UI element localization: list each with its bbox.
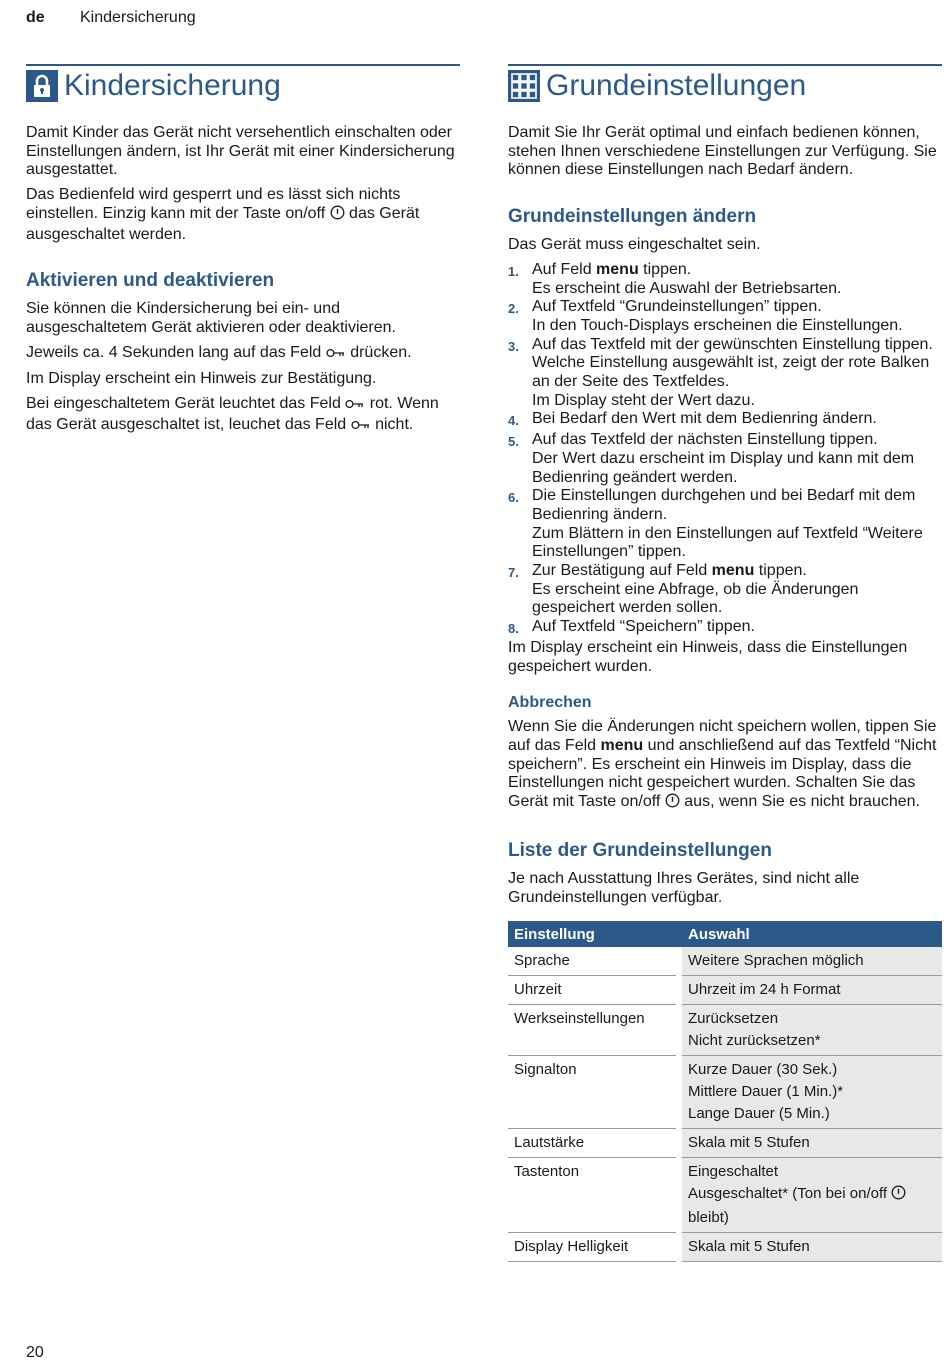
settings-table (508, 921, 942, 1262)
section-title: Grundeinstellungen (546, 69, 807, 102)
key-icon (351, 418, 371, 437)
change-settings-heading: Grundeinstellungen ändern (508, 206, 757, 228)
power-icon (330, 205, 345, 226)
option-value: Skala mit 5 Stufen (688, 1134, 810, 1152)
step-result: Zum Blättern in den Einstellungen auf Textfeld “Weitere Einstellungen” tippen. (532, 524, 923, 561)
setting-name: Sprache (508, 947, 679, 976)
table-row (508, 1129, 942, 1158)
page-title: Kindersicherung (64, 69, 281, 102)
option-value: Kurze Dauer (30 Sek.) (688, 1061, 838, 1079)
step-number: 3. (508, 338, 519, 354)
indicator-text-b: rot. Wenn das Gerät ausgeschaltet ist, leuchet das Feld (26, 395, 439, 433)
column-header-einstellung: Einstellung (508, 921, 679, 947)
table-header-row (508, 921, 942, 947)
cancel-text-c: aus, wenn Sie es nicht brauchen. (684, 793, 920, 811)
menu-keyword: menu (600, 736, 644, 754)
step-text: Auf das Textfeld mit der gewünschten Einstellung tippen. (532, 335, 933, 353)
table-row (508, 1005, 942, 1056)
list-item (508, 431, 942, 487)
hold-instruction-tail: drücken. (350, 343, 412, 361)
step-text: Auf Textfeld “Speichern” tippen. (532, 618, 755, 636)
grundeinstellungen-heading (508, 64, 942, 104)
step-result: Es erscheint die Auswahl der Betriebsarten. (532, 279, 842, 297)
step-number: 6. (508, 490, 519, 506)
option-value: Skala mit 5 Stufen (688, 1238, 810, 1256)
intro-paragraph-2 (26, 186, 460, 244)
setting-name: Tastenton (508, 1158, 679, 1233)
indicator-paragraph (26, 395, 460, 436)
precondition: Das Gerät muss eingeschaltet sein. (508, 236, 761, 254)
option-text: Ausgeschaltet* (Ton bei on/off (688, 1185, 888, 1203)
setting-name: Signalton (508, 1056, 679, 1129)
key-icon (345, 397, 365, 416)
activation-paragraph: Sie können die Kindersicherung bei ein- und ausgeschaltetem Gerät aktivieren oder deaktivieren. (26, 300, 396, 336)
step-text: tippen. (758, 562, 807, 580)
table-row (508, 947, 942, 976)
step-result: Es erscheint eine Abfrage, ob die Änderungen gespeichert werden sollen. (532, 580, 859, 617)
cancel-text-a: Wenn Sie die Änderungen nicht speichern wollen, tippen Sie auf das Feld (508, 718, 937, 754)
step-text: Auf das Textfeld der nächsten Einstellung tippen. (532, 431, 878, 449)
setting-name: Display Helligkeit (508, 1233, 679, 1262)
step-number: 5. (508, 434, 519, 450)
step-text: Zur Bestätigung auf Feld (532, 562, 708, 580)
option-value: Lange Dauer (5 Min.) (688, 1105, 830, 1123)
right-column (508, 64, 942, 1262)
grid-icon (508, 70, 540, 102)
intro-paragraph-2-tail: das Gerät ausgeschaltet werden. (26, 204, 420, 243)
key-icon (326, 346, 346, 365)
setting-options (679, 1233, 942, 1262)
indicator-text-a: Bei eingeschaltetem Gerät leuchtet das Feld (26, 395, 341, 413)
step-result: In den Touch-Displays erscheinen die Einstellungen. (532, 316, 903, 334)
setting-options (679, 1005, 942, 1056)
list-item (508, 618, 942, 639)
step-number: 1. (508, 263, 519, 279)
save-confirmation: Im Display erscheint ein Hinweis, dass die Einstellungen gespeichert wurden. (508, 638, 908, 675)
header-section-title: Kindersicherung (80, 9, 196, 26)
step-result: Der Wert dazu erscheint im Display und kann mit dem Bedienring geändert werden. (532, 449, 915, 486)
setting-options (679, 1158, 942, 1233)
setting-name: Lautstärke (508, 1129, 679, 1158)
step-text: Bei Bedarf den Wert mit dem Bedienring ändern. (532, 410, 877, 428)
option-value (688, 1183, 936, 1229)
step-number: 4. (508, 413, 519, 429)
setting-options (679, 1129, 942, 1158)
option-value: Zurücksetzen (688, 1010, 779, 1028)
table-row (508, 1056, 942, 1129)
cancel-paragraph (508, 718, 942, 814)
intro-paragraph-2-text: Das Bedienfeld wird gesperrt und es lässt sich nichts einstellen. Einzig kann mit der Taste on/off (26, 186, 401, 222)
list-item (508, 298, 942, 335)
option-value: Uhrzeit im 24 h Format (688, 981, 841, 999)
column-header-auswahl: Auswahl (679, 921, 942, 947)
step-text: tippen. (643, 260, 692, 278)
settings-list-heading: Liste der Grundeinstellungen (508, 839, 772, 861)
header-language: de (26, 9, 45, 26)
power-icon (665, 793, 680, 814)
table-row (508, 1158, 942, 1233)
lock-icon (26, 70, 58, 102)
list-item (508, 562, 942, 618)
kindersicherung-heading (26, 64, 460, 104)
option-value: Nicht zurücksetzen* (688, 1032, 821, 1050)
list-item (508, 261, 942, 298)
step-result: Im Display steht der Wert dazu. (532, 391, 755, 409)
setting-options (679, 1056, 942, 1129)
step-text: Auf Textfeld “Grundeinstellungen” tippen. (532, 298, 822, 316)
indicator-text-c: nicht. (375, 415, 414, 433)
aktivieren-heading: Aktivieren und deaktivieren (26, 270, 275, 292)
option-value: Eingeschaltet (688, 1163, 779, 1181)
option-value: Weitere Sprachen möglich (688, 952, 864, 970)
confirmation-paragraph: Im Display erscheint ein Hinweis zur Bestätigung. (26, 370, 377, 388)
table-row (508, 1233, 942, 1262)
step-text: Die Einstellungen durchgehen und bei Bedarf mit dem Bedienring ändern. (532, 487, 916, 523)
option-text: bleibt) (688, 1209, 729, 1227)
page-number: 20 (26, 1344, 44, 1361)
step-result: Welche Einstellung ausgewählt ist, zeigt der rote Balken an der Seite des Textfeldes. (532, 354, 930, 391)
setting-name: Werkseinstellungen (508, 1005, 679, 1056)
setting-options (679, 976, 942, 1005)
steps-list (508, 261, 942, 639)
setting-options (679, 947, 942, 976)
left-column (26, 64, 460, 442)
step-number: 7. (508, 565, 519, 581)
power-icon (891, 1185, 906, 1207)
hold-instruction-text: Jeweils ca. 4 Sekunden lang auf das Feld (26, 343, 322, 361)
hold-instruction (26, 344, 460, 365)
settings-intro: Damit Sie Ihr Gerät optimal und einfach bedienen können, stehen Ihnen verschiedene Einstellungen zur Verfügung. Sie können diese Einstellungen nach Bedarf ändern. (508, 124, 937, 179)
menu-keyword: menu (596, 260, 639, 278)
cancel-text-b: und anschließend auf das Textfeld “Nicht speichern”. Es erscheint ein Hinweis im Display, dass die Einstellungen nicht gespeichert wurden. Schalten Sie das Gerät mit Taste on/off (508, 736, 937, 811)
list-item (508, 487, 942, 562)
settings-list-intro: Je nach Ausstattung Ihres Gerätes, sind nicht alle Grundeinstellungen verfügbar. (508, 869, 860, 906)
intro-paragraph-1: Damit Kinder das Gerät nicht versehentlich einschalten oder Einstellungen ändern, ist Ihr Gerät mit einer Kindersicherung ausgestattet. (26, 124, 455, 179)
option-value: Mittlere Dauer (1 Min.)* (688, 1083, 844, 1101)
table-row (508, 976, 942, 1005)
step-number: 8. (508, 621, 519, 637)
list-item (508, 336, 942, 411)
step-number: 2. (508, 301, 519, 317)
menu-keyword: menu (711, 562, 755, 580)
cancel-heading: Abbrechen (508, 694, 592, 712)
setting-name: Uhrzeit (508, 976, 679, 1005)
list-item (508, 410, 942, 431)
step-text: Auf Feld (532, 260, 592, 278)
